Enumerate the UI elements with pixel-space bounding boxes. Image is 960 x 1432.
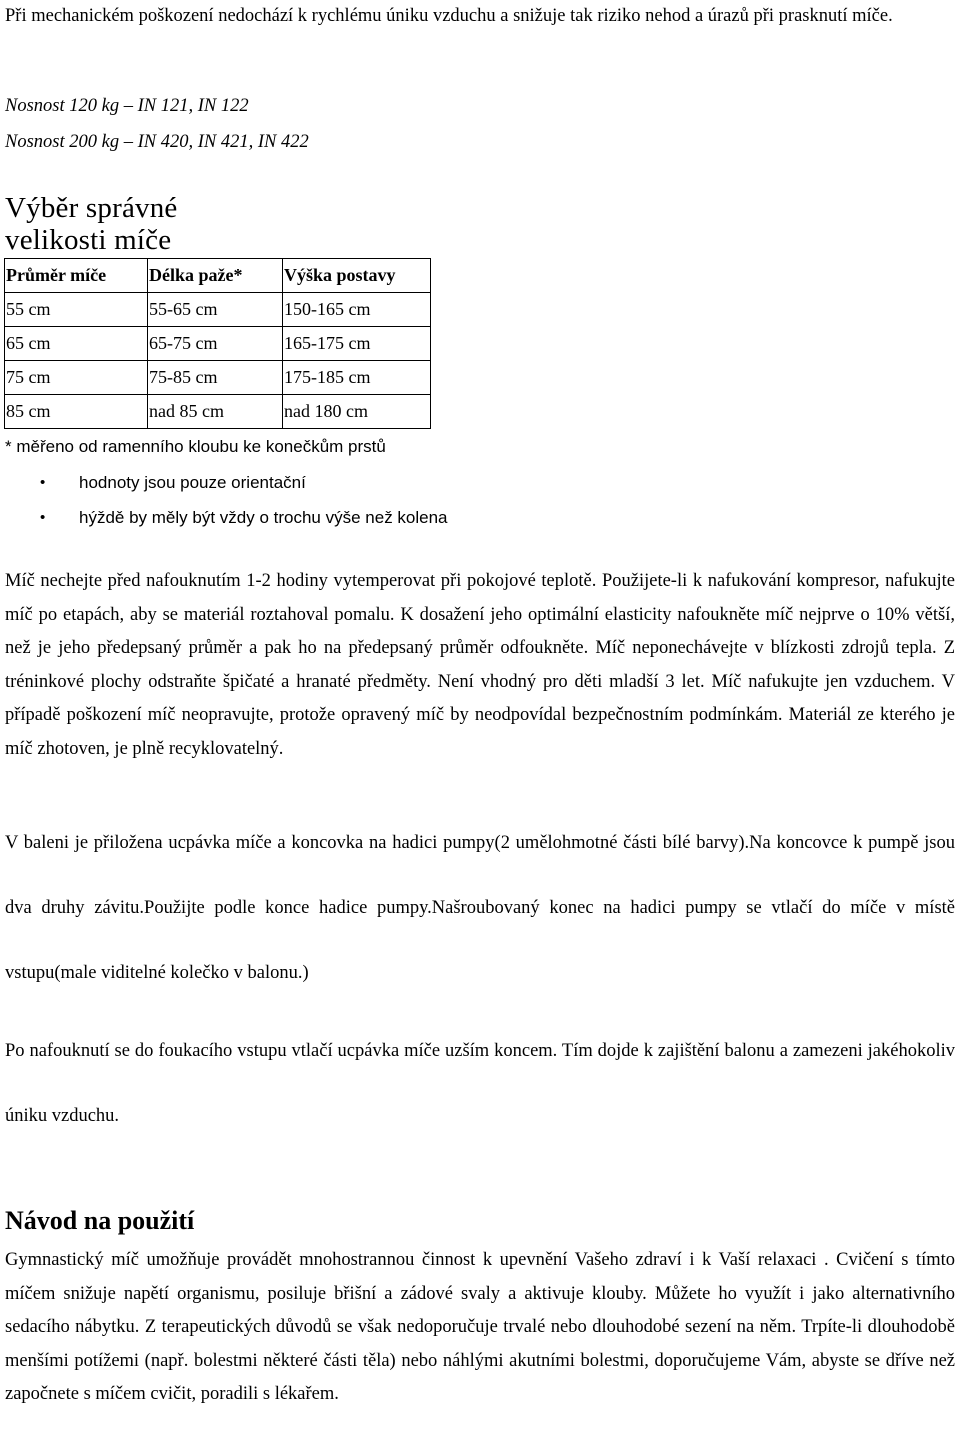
header-ball-diameter: Průměr míče [5, 259, 148, 293]
size-title-line-2: velikosti míče [5, 224, 172, 256]
list-item [0, 503, 448, 538]
capacity-line-2: Nosnost 200 kg – IN 420, IN 421, IN 422 [5, 132, 309, 152]
note-text: hýždě by měly být vždy o trochu výše než kolena [79, 508, 448, 527]
cell-diameter: 85 cm [5, 395, 148, 429]
size-table [4, 258, 431, 429]
cell-height: 150-165 cm [283, 293, 431, 327]
capacity-line-1: Nosnost 120 kg – IN 121, IN 122 [5, 96, 249, 116]
table-row [5, 293, 431, 327]
intro-paragraph: Při mechanickém poškození nedochází k rychlému úniku vzduchu a snižuje tak riziko nehod a úrazů při prasknutí míče. [5, 6, 893, 26]
cell-arm: 65-75 cm [148, 327, 283, 361]
table-row [5, 361, 431, 395]
list-item [0, 468, 448, 503]
seal-paragraph: Po nafouknutí se do foukacího vstupu vtlačí ucpávka míče uzším koncem. Tím dojde k zajištění balonu a zamezeni jakéhokoliv úniku vzduchu. [5, 1041, 955, 1126]
note-text: hodnoty jsou pouze orientační [79, 473, 306, 492]
package-paragraph: V baleni je přiložena ucpávka míče a koncovka na hadici pumpy(2 umělohmotné části bílé barvy).Na koncovce k pumpě jsou dva druhy závitu.Použijte podle konce hadice pumpy.Našroubovaný konec na hadici pumpy se vtlačí do míče v místě vstupu(male viditelné kolečko v balonu.) [5, 833, 955, 983]
header-arm-length: Délka paže* [148, 259, 283, 293]
cell-height: nad 180 cm [283, 395, 431, 429]
size-title-line-1: Výběr správné [5, 192, 178, 224]
cell-arm: 55-65 cm [148, 293, 283, 327]
instructions-heading: Návod na použití [5, 1206, 195, 1235]
table-row [5, 395, 431, 429]
care-paragraph: Míč nechejte před nafouknutím 1-2 hodiny vytemperovat při pokojové teplotě. Použijete-li k nafukování kompresor, nafukujte míč po etapách, aby se materiál roztahoval pomalu. K dosažení jeho optimální elasticity nafoukněte míč nejprve o 10% větší, než je jeho předepsaný průměr a pak ho na předepsaný průměr odfoukněte. Míč neponechávejte v blízkosti zdrojů tepla. Z tréninkové plochy odstraňte špičaté a hranaté předměty. Není vhodný pro děti mladší 3 let. Míč nafukujte jen vzduchem. V případě poškození míč neopravujte, protože opravený míč by neodpovídal bezpečnostním podmínkám. Materiál ze kterého je míč zhotoven, je plně recyklovatelný. [5, 571, 955, 759]
size-table-header-row [5, 259, 431, 293]
bullet-icon: • [40, 509, 46, 526]
cell-diameter: 55 cm [5, 293, 148, 327]
cell-arm: 75-85 cm [148, 361, 283, 395]
cell-diameter: 65 cm [5, 327, 148, 361]
table-row [5, 327, 431, 361]
cell-arm: nad 85 cm [148, 395, 283, 429]
notes-list [0, 468, 448, 538]
instructions-paragraph: Gymnastický míč umožňuje provádět mnohostrannou činnost k upevnění Vašeho zdraví i k Vaší relaxaci . Cvičení s tímto míčem snižuje napětí organismu, posiluje břišní a zádové svaly a aktivuje klouby. Můžete ho využít i jako alternativního sedacího nábytku. Z terapeutických důvodů se však nedoporučuje trvalé nebo dlouhodobé sezení na něm. Trpíte-li dlouhodobě menšími potížemi (např. bolestmi některé části těla) nebo náhlými akutními bolestmi, doporučujeme Vám, abyste se dříve než započnete s míčem cvičit, poradili s lékařem. [5, 1250, 955, 1404]
cell-height: 175-185 cm [283, 361, 431, 395]
size-section-title [5, 192, 178, 256]
cell-diameter: 75 cm [5, 361, 148, 395]
cell-height: 165-175 cm [283, 327, 431, 361]
bullet-icon: • [40, 474, 46, 491]
table-footnote: * měřeno od ramenního kloubu ke konečkům prstů [5, 437, 386, 456]
header-body-height: Výška postavy [283, 259, 431, 293]
